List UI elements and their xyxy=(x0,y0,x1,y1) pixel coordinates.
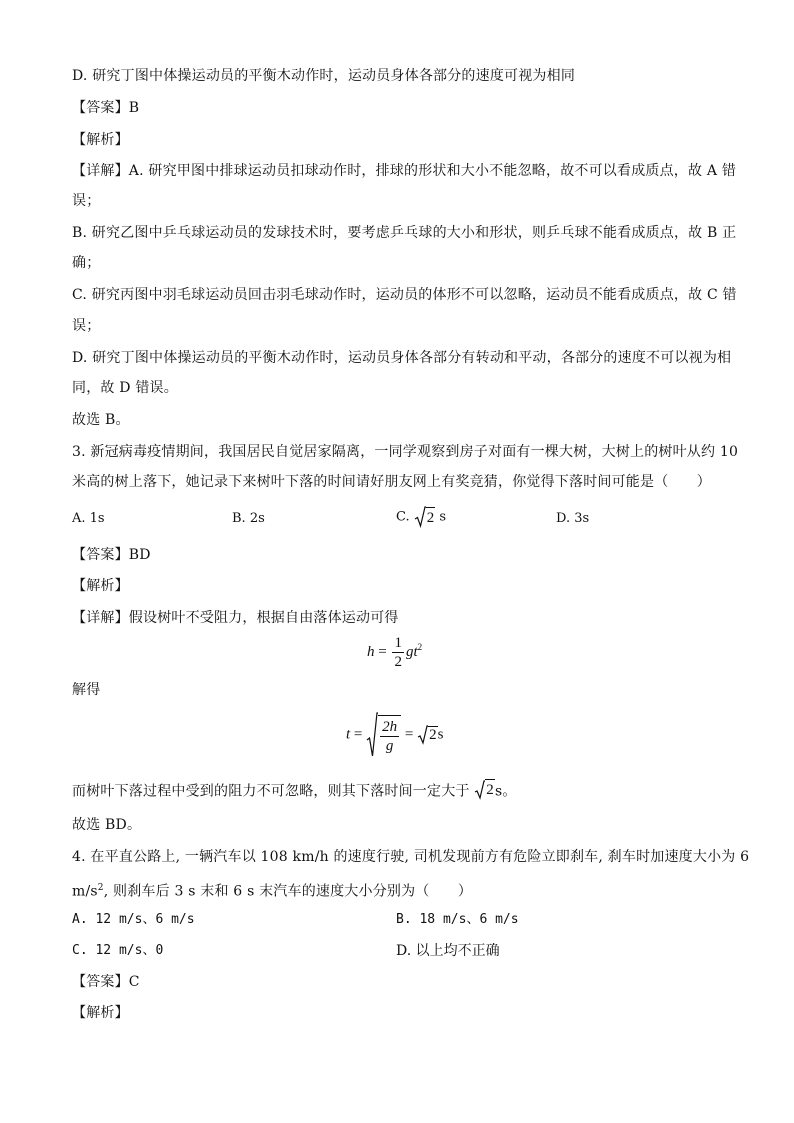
q3-option-b: B. 2s xyxy=(232,511,265,526)
q4-option-b: B. 18 m/s、6 m/s xyxy=(396,912,519,927)
formula1-fraction xyxy=(392,634,404,671)
q3-detail-line2-suffix: s。 xyxy=(494,783,517,800)
sqrt-symbol xyxy=(414,506,436,528)
q4-answer: 【答案】C xyxy=(72,974,140,990)
formula2-unit: s xyxy=(437,726,444,743)
q3-option-d: D. 3s xyxy=(556,511,590,526)
q4-option-a: A. 12 m/s、6 m/s xyxy=(72,912,195,927)
q2-detail-d-line2: 同，故 D 错误。 xyxy=(72,380,178,396)
q2-detail-c-line1: C. 研究丙图中羽毛球运动员回击羽毛球动作时，运动员的体形不可以忽略，运动员不能看成质点，故 C 错 xyxy=(72,287,737,303)
formula2-equals-2: = xyxy=(404,726,414,743)
formula2-lhs: t xyxy=(346,726,351,743)
formula2-numerator: 2h xyxy=(382,719,398,735)
q2-detail-b-line2: 确； xyxy=(72,255,101,271)
q3-option-c-prefix: C. xyxy=(396,509,410,525)
q2-conclusion: 故选 B。 xyxy=(72,412,130,428)
q4-stem-line1: 4. 在平直公路上, 一辆汽车以 108 km/h 的速度行驶, 司机发现前方有危险立即刹车, 刹车时加速度大小为 6 xyxy=(72,849,750,865)
q3-conclusion: 故选 BD。 xyxy=(72,817,142,833)
formula-free-fall xyxy=(367,634,422,671)
q3-detail-line2 xyxy=(72,779,734,802)
q3-solve-label: 解得 xyxy=(72,682,101,698)
q3-analysis-heading: 【解析】 xyxy=(72,578,129,594)
q2-analysis-heading: 【解析】 xyxy=(72,132,129,148)
q4-option-c: C. 12 m/s、0 xyxy=(72,943,164,958)
q4-stem-line2-text: , 则刹车后 3 s 末和 6 s 末汽车的速度大小分别为（ ） xyxy=(103,883,473,900)
q4-unit-exponent: 2 xyxy=(97,883,104,893)
q4-option-d: D. 以上均不正确 xyxy=(396,943,500,959)
q4-unit: m/s xyxy=(72,883,98,900)
q2-answer: 【答案】B xyxy=(72,100,140,116)
q3-detail-line2-radicand: 2 xyxy=(485,779,495,800)
q4-stem-line2 xyxy=(72,878,734,902)
q3-option-c-radicand: 2 xyxy=(426,507,436,528)
q3-detail-line1: 【详解】假设树叶不受阻力，根据自由落体运动可得 xyxy=(72,610,399,626)
sqrt-symbol xyxy=(366,712,401,758)
q2-detail-d-line1: D. 研究丁图中体操运动员的平衡木动作时，运动员身体各部分有转动和平动，各部分的速度不可以视为相 xyxy=(72,350,732,366)
sqrt-symbol xyxy=(417,725,438,745)
q3-option-c xyxy=(396,506,446,528)
q3-stem-line1: 3. 新冠病毒疫情期间，我国居民自觉居家隔离，一同学观察到房子对面有一棵大树，大树上的树叶从约 10 xyxy=(72,444,739,460)
formula1-lhs: h xyxy=(367,643,375,660)
formula1-exponent: 2 xyxy=(417,641,423,652)
formula2-denominator: g xyxy=(385,738,394,754)
formula2-equals: = xyxy=(353,726,363,743)
formula1-rhs: gt xyxy=(405,643,418,660)
q3-answer: 【答案】BD xyxy=(72,547,151,563)
formula2-fraction xyxy=(380,718,399,755)
formula1-denominator: 2 xyxy=(394,654,402,670)
q2-detail-a-line1: 【详解】A. 研究甲图中排球运动员扣球动作时，排球的形状和大小不能忽略，故不可以看成质点，故 A 错 xyxy=(72,163,737,179)
q3-detail-line2-prefix: 而树叶下落过程中受到的阻力不可忽略，则其下落时间一定大于 xyxy=(72,783,470,800)
q2-option-d: D. 研究丁图中体操运动员的平衡木动作时，运动员身体各部分的速度可视为相同 xyxy=(72,68,576,84)
formula1-numerator: 1 xyxy=(394,635,402,651)
q4-analysis-heading: 【解析】 xyxy=(72,1005,129,1021)
formula2-radicand xyxy=(378,715,401,755)
q2-detail-b-line1: B. 研究乙图中乒乓球运动员的发球技术时，要考虑乒乓球的大小和形状，则乒乓球不能看成质点，故 B 正 xyxy=(72,225,737,241)
formula1-equals: = xyxy=(378,643,387,660)
formula-solution xyxy=(346,712,443,758)
sqrt-symbol xyxy=(474,779,495,800)
q3-option-a: A. 1s xyxy=(72,511,105,526)
q3-option-c-unit: s xyxy=(439,509,447,525)
formula2-radical-value: 2 xyxy=(429,727,437,743)
q3-stem-line2: 米高的树上落下，她记录下来树叶下落的时间请好朋友网上有奖竞猜，你觉得下落时间可能是（ ） xyxy=(72,474,711,490)
q2-detail-a-line2: 误； xyxy=(72,193,101,209)
q2-detail-c-line2: 误； xyxy=(72,318,101,334)
